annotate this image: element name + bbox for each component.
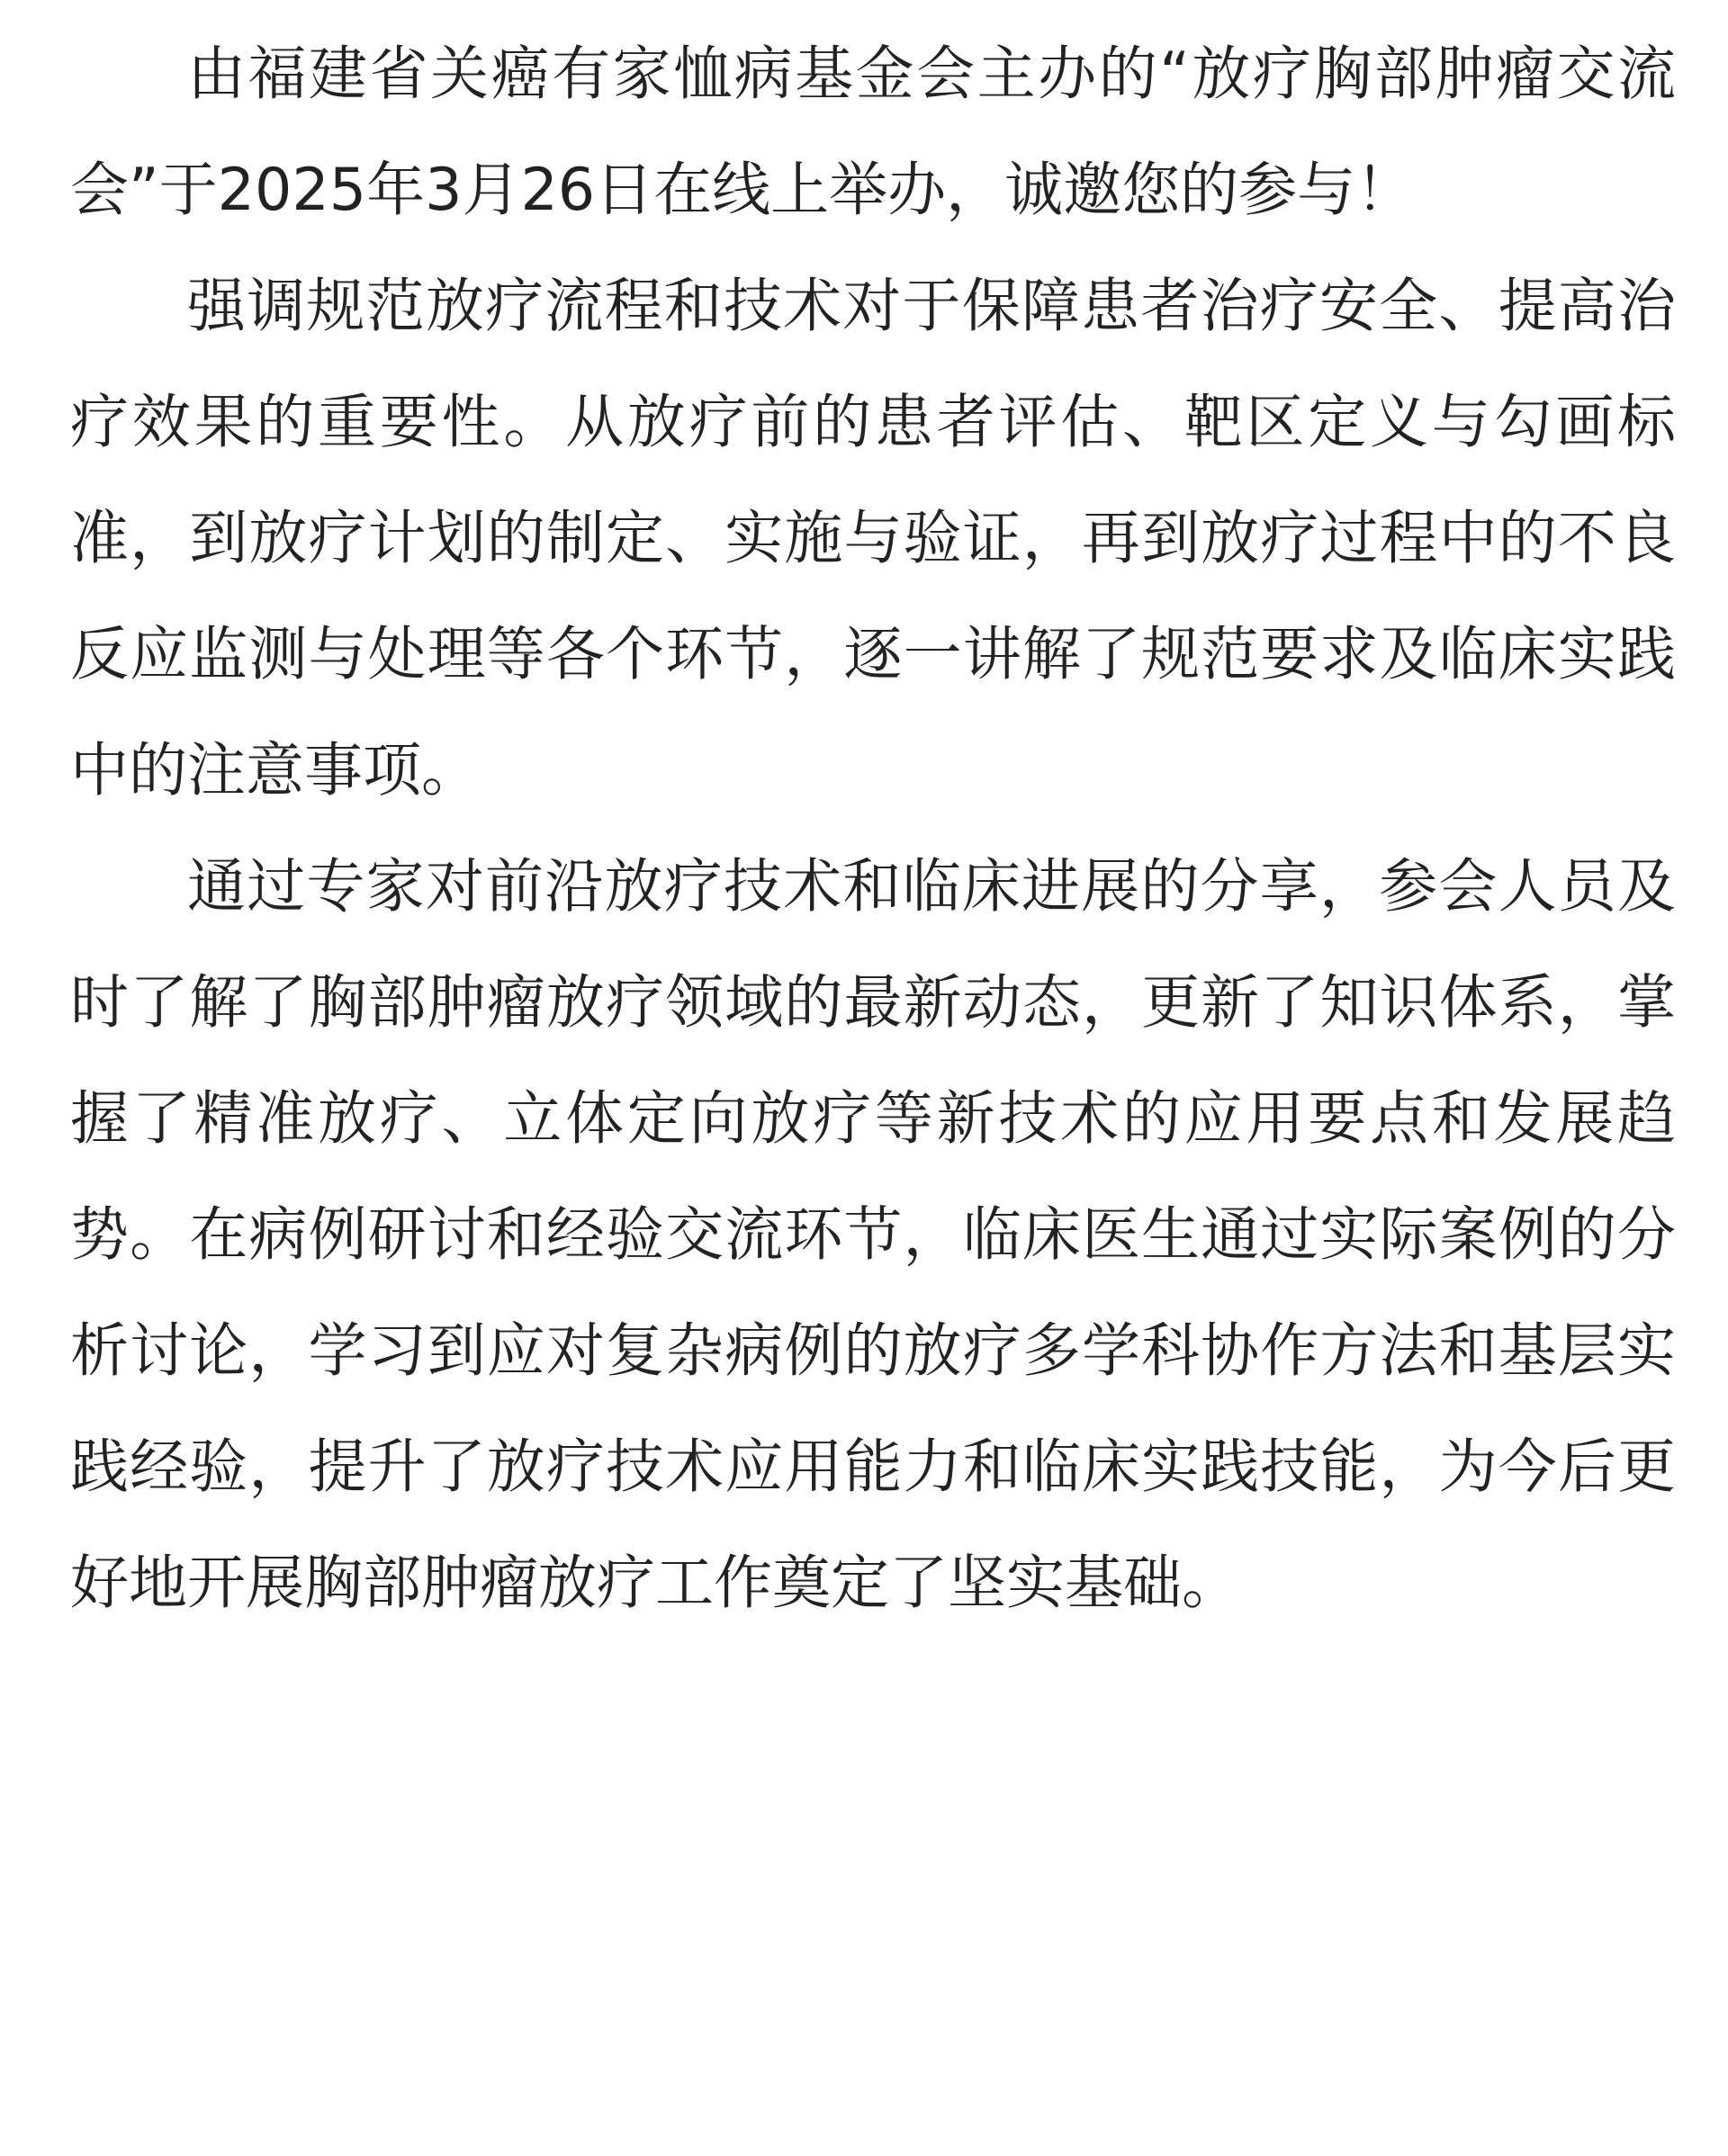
article-body — [70, 16, 1676, 1641]
paragraph-intro: 由福建省关癌有家恤病基金会主办的“放疗胸部肿瘤交流会”于2025年3月26日在线上举办，诚邀您的参与！ — [70, 40, 1676, 224]
paragraph-outcomes: 通过专家对前沿放疗技术和临床进展的分享，参会人员及时了解了胸部肿瘤放疗领域的最新动态，更新了知识体系，掌握了精准放疗、立体定向放疗等新技术的应用要点和发展趋势。在病例研讨和经验交流环节，临床医生通过实际案例的分析讨论，学习到应对复杂病例的放疗多学科协作方法和基层实践经验，提升了放疗技术应用能力和临床实践技能，为今后更好地开展胸部肿瘤放疗工作奠定了坚实基础。 — [70, 853, 1676, 1617]
paragraph-standards: 强调规范放疗流程和技术对于保障患者治疗安全、提高治疗效果的重要性。从放疗前的患者评估、靶区定义与勾画标准，到放疗计划的制定、实施与验证，再到放疗过程中的不良反应监测与处理等各个环节，逐一讲解了规范要求及临床实践中的注意事项。 — [70, 273, 1676, 804]
